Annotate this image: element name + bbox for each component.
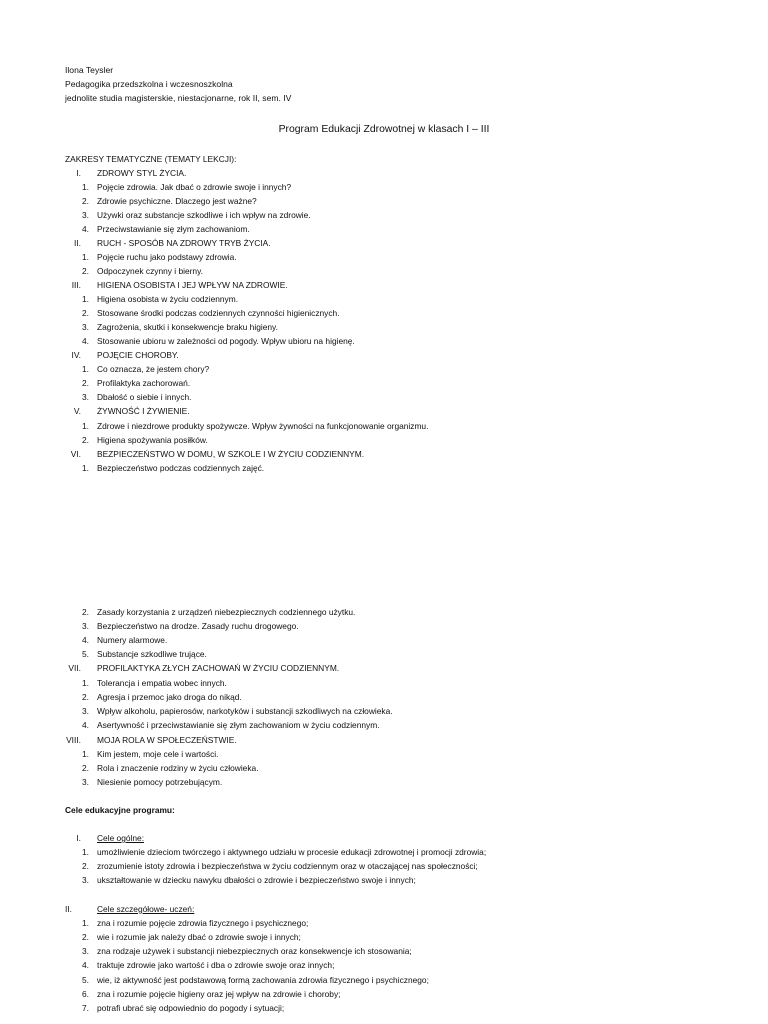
topic-item: Asertywność i przeciwstawianie się złym zachowaniom w życiu codziennym. — [97, 720, 380, 730]
item-number: 2. — [82, 196, 89, 206]
section-title: RUCH - SPOSÓB NA ZDROWY TRYB ŻYCIA. — [97, 238, 271, 248]
topic-item: Profilaktyka zachorowań. — [97, 378, 191, 388]
section-number: VIII. — [66, 735, 81, 745]
topic-item: Kim jestem, moje cele i wartości. — [97, 749, 219, 759]
item-number: 3. — [82, 210, 89, 220]
topic-item: Tolerancja i empatia wobec innych. — [97, 678, 227, 688]
item-number: 1. — [82, 918, 89, 928]
study-details: jednolite studia magisterskie, niestacjonarne, rok II, sem. IV — [65, 93, 292, 103]
goal-item: traktuje zdrowie jako wartość i dba o zdrowie swoje oraz innych; — [97, 960, 335, 970]
topic-item: Pojęcie ruchu jako podstawy zdrowia. — [97, 252, 237, 262]
item-number: 2. — [82, 308, 89, 318]
item-number: 5. — [82, 975, 89, 985]
item-number: 1. — [82, 463, 89, 473]
goal-item: umożliwienie dzieciom twórczego i aktywnego udziału w procesie edukacji zdrowotnej i promocji zdrowia; — [97, 847, 487, 857]
section-number: IV. — [71, 350, 81, 360]
item-number: 3. — [82, 322, 89, 332]
section-title: PROFILAKTYKA ZŁYCH ZACHOWAŃ W ŻYCIU CODZIENNYM. — [97, 663, 340, 673]
topic-item: Dbałość o siebie i innych. — [97, 392, 192, 402]
topic-item: Co oznacza, że jestem chory? — [97, 364, 210, 374]
item-number: 4. — [82, 336, 89, 346]
item-number: 1. — [82, 421, 89, 431]
item-number: 3. — [82, 777, 89, 787]
item-number: 2. — [82, 932, 89, 942]
topic-item: Zdrowe i niezdrowe produkty spożywcze. Wpływ żywności na funkcjonowanie organizmu. — [97, 421, 429, 431]
goal-item: potrafi ubrać się odpowiednio do pogody i sytuacji; — [97, 1003, 285, 1013]
item-number: 3. — [82, 946, 89, 956]
item-number: 1. — [82, 182, 89, 192]
section-number: VII. — [68, 663, 81, 673]
topic-item: Higiena spożywania posiłków. — [97, 435, 208, 445]
item-number: 1. — [82, 749, 89, 759]
topic-item: Rola i znaczenie rodziny w życiu człowieka. — [97, 763, 259, 773]
topic-item: Zdrowie psychiczne. Dlaczego jest ważne? — [97, 196, 257, 206]
section-title: MOJA ROLA W SPOŁECZEŃSTWIE. — [97, 735, 237, 745]
goal-item: zrozumienie istoty zdrowia i bezpieczeństwa w życiu codziennym oraz w otaczającej nas społeczności; — [97, 861, 478, 871]
item-number: 4. — [82, 720, 89, 730]
author-name: Ilona Teysler — [65, 65, 114, 75]
section-number: II. — [65, 904, 72, 914]
topic-item: Higiena osobista w życiu codziennym. — [97, 294, 239, 304]
section-number: II. — [74, 238, 81, 248]
topic-item: Bezpieczeństwo podczas codziennych zajęć. — [97, 463, 265, 473]
item-number: 2. — [82, 861, 89, 871]
item-number: 6. — [82, 989, 89, 999]
item-number: 1. — [82, 294, 89, 304]
topic-item: Stosowanie ubioru w zależności od pogody. Wpływ ubioru na higienę. — [97, 336, 355, 346]
item-number: 1. — [82, 678, 89, 688]
section-title: POJĘCIE CHOROBY. — [97, 350, 179, 360]
item-number: 1. — [82, 252, 89, 262]
goal-item: wie, iż aktywność jest podstawową formą zachowania zdrowia fizycznego i psychicznego; — [97, 975, 429, 985]
section-number: I. — [76, 833, 81, 843]
topic-item: Stosowane środki podczas codziennych czynności higienicznych. — [97, 308, 340, 318]
item-number: 3. — [82, 706, 89, 716]
topic-item: Numery alarmowe. — [97, 635, 168, 645]
topic-item: Przeciwstawianie się złym zachowaniom. — [97, 224, 250, 234]
general-goals-title: Cele ogólne: — [97, 833, 145, 843]
item-number: 2. — [82, 692, 89, 702]
item-number: 4. — [82, 960, 89, 970]
topic-item: Odpoczynek czynny i bierny. — [97, 266, 203, 276]
item-number: 7. — [82, 1003, 89, 1013]
goal-item: zna rodzaje używek i substancji niebezpiecznych oraz konsekwencje ich stosowania; — [97, 946, 412, 956]
section-number: III. — [71, 280, 81, 290]
goals-heading: Cele edukacyjne programu: — [65, 805, 175, 815]
goal-item: zna i rozumie pojęcie higieny oraz jej wpływ na zdrowie i choroby; — [97, 989, 341, 999]
goal-item: wie i rozumie jak należy dbać o zdrowie swoje i innych; — [97, 932, 301, 942]
item-number: 4. — [82, 635, 89, 645]
item-number: 2. — [82, 378, 89, 388]
section-number: V. — [73, 406, 81, 416]
section-number: VI. — [70, 449, 81, 459]
item-number: 1. — [82, 847, 89, 857]
topic-item: Substancje szkodliwe trujące. — [97, 649, 207, 659]
item-number: 3. — [82, 392, 89, 402]
topic-item: Niesienie pomocy potrzebującym. — [97, 777, 223, 787]
topic-item: Wpływ alkoholu, papierosów, narkotyków i substancji szkodliwych na człowieka. — [97, 706, 393, 716]
field-of-study: Pedagogika przedszkolna i wczesnoszkolna — [65, 79, 233, 89]
document-title: Program Edukacji Zdrowotnej w klasach I – III — [278, 124, 490, 135]
item-number: 2. — [82, 607, 89, 617]
topic-item: Bezpieczeństwo na drodze. Zasady ruchu drogowego. — [97, 621, 299, 631]
topic-item: Zagrożenia, skutki i konsekwencje braku higieny. — [97, 322, 278, 332]
item-number: 2. — [82, 435, 89, 445]
item-number: 2. — [82, 266, 89, 276]
specific-goals-title: Cele szczegółowe- uczeń: — [97, 904, 195, 914]
topic-item: Agresja i przemoc jako droga do nikąd. — [97, 692, 242, 702]
goal-item: ukształtowanie w dziecku nawyku dbałości o zdrowie i bezpieczeństwo swoje i innych; — [97, 875, 416, 885]
item-number: 5. — [82, 649, 89, 659]
topic-item: Pojęcie zdrowia. Jak dbać o zdrowie swoje i innych? — [97, 182, 292, 192]
topic-item: Używki oraz substancje szkodliwe i ich wpływ na zdrowie. — [97, 210, 311, 220]
section-title: BEZPIECZEŃSTWO W DOMU, W SZKOLE I W ŻYCIU CODZIENNYM. — [97, 449, 365, 459]
item-number: 3. — [82, 621, 89, 631]
item-number: 1. — [82, 364, 89, 374]
item-number: 3. — [82, 875, 89, 885]
topic-item: Zasady korzystania z urządzeń niebezpiecznych codziennego użytku. — [97, 607, 356, 617]
item-number: 2. — [82, 763, 89, 773]
section-title: ŻYWNOŚĆ I ŻYWIENIE. — [97, 406, 190, 416]
topics-heading: ZAKRESY TEMATYCZNE (TEMATY LEKCJI): — [65, 154, 237, 164]
section-title: ZDROWY STYL ŻYCIA. — [97, 168, 187, 178]
section-number: I. — [76, 168, 81, 178]
item-number: 4. — [82, 224, 89, 234]
section-title: HIGIENA OSOBISTA I JEJ WPŁYW NA ZDROWIE. — [97, 280, 288, 290]
goal-item: zna i rozumie pojęcie zdrowia fizycznego i psychicznego; — [97, 918, 309, 928]
